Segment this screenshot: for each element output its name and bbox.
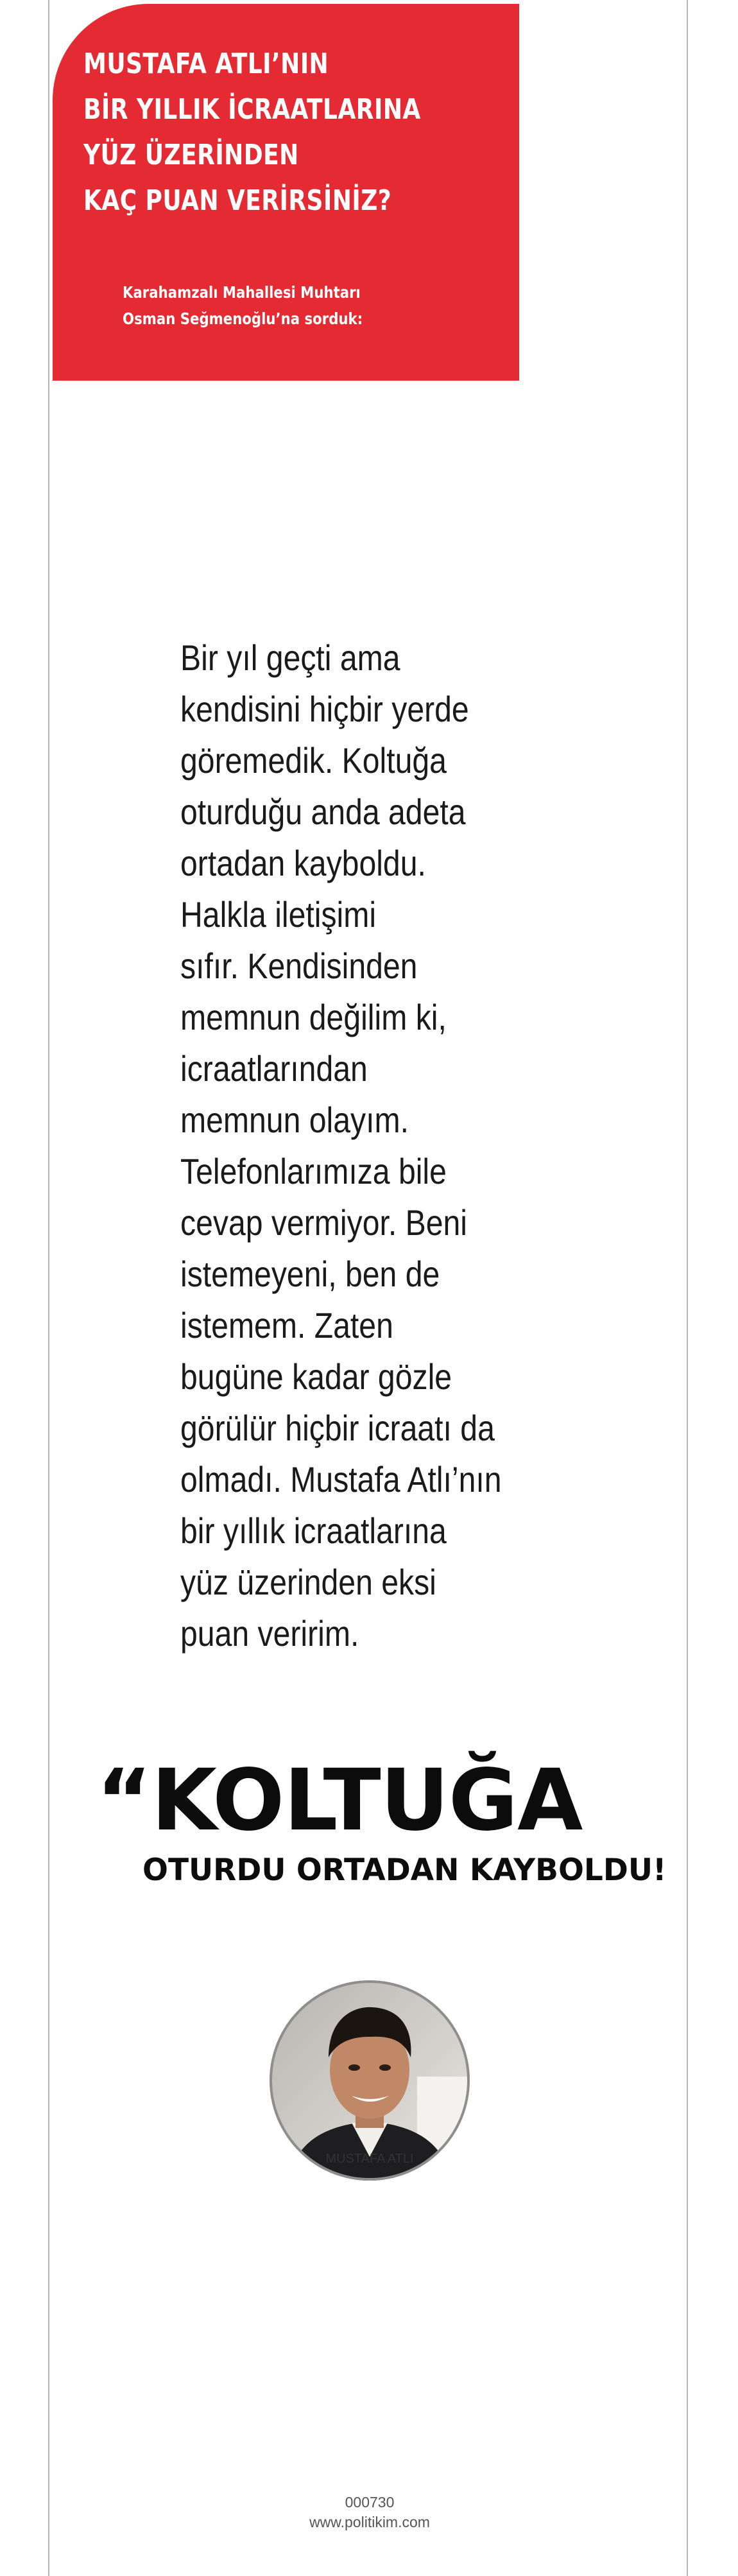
interview-intro (123, 279, 363, 332)
portrait-photo (270, 1980, 470, 2181)
answer-line: Bir yıl geçti ama (180, 637, 400, 678)
headline-line: KAÇ PUAN VERİRSİNİZ? (83, 184, 392, 217)
answer-line: bir yıllık icraatlarına (180, 1510, 447, 1551)
footer-url[interactable]: www.politikim.com (309, 2514, 430, 2530)
answer-line: icraatlarından (180, 1048, 368, 1089)
headline-line: MUSTAFA ATLI’NIN (83, 48, 329, 80)
intro-line: Osman Seğmenoğlu’na sorduk: (123, 309, 363, 328)
headline-line: YÜZ ÜZERİNDEN (83, 139, 299, 171)
ad-code: 000730 (345, 2494, 395, 2511)
answer-line: kendisini hiçbir yerde (180, 689, 469, 729)
answer-line: sıfır. Kendisinden (180, 946, 418, 986)
answer-line: memnun olayım. (180, 1100, 409, 1140)
answer-line: cevap vermiyor. Beni (180, 1202, 468, 1243)
answer-line: ortadan kayboldu. (180, 843, 426, 883)
answer-line: istemem. Zaten (180, 1305, 393, 1345)
answer-line: istemeyeni, ben de (180, 1254, 440, 1294)
portrait-caption: MUSTAFA ATLI (325, 2152, 414, 2166)
answer-line: memnun değilim ki, (180, 997, 447, 1037)
answer-line: Halkla iletişimi (180, 894, 377, 935)
answer-line: görülür hiçbir icraatı da (180, 1408, 495, 1448)
answer-line: Telefonlarımıza bile (180, 1151, 447, 1191)
intro-line: Karahamzalı Mahallesi Muhtarı (123, 283, 361, 302)
left-margin-rule (48, 0, 49, 2576)
answer-line: puan veririm. (180, 1613, 359, 1654)
answer-line: bugüne kadar gözle (180, 1356, 452, 1397)
headline-line: BİR YILLIK İCRAATLARINA (83, 93, 421, 126)
pull-quote-sub: OTURDU ORTADAN KAYBOLDU! (142, 1853, 667, 1888)
pull-quote-main: “KOLTUĞA (96, 1751, 583, 1850)
answer-line: oturduğu anda adeta (180, 791, 466, 832)
portrait-illustration (270, 1980, 470, 2181)
answer-line: yüz üzerinden eksi (180, 1562, 436, 1602)
right-margin-rule (687, 0, 688, 2576)
answer-line: göremedik. Koltuğa (180, 740, 447, 781)
answer-line: olmadı. Mustafa Atlı’nın (180, 1459, 502, 1500)
answer-text (180, 632, 533, 1659)
headline (83, 41, 421, 223)
